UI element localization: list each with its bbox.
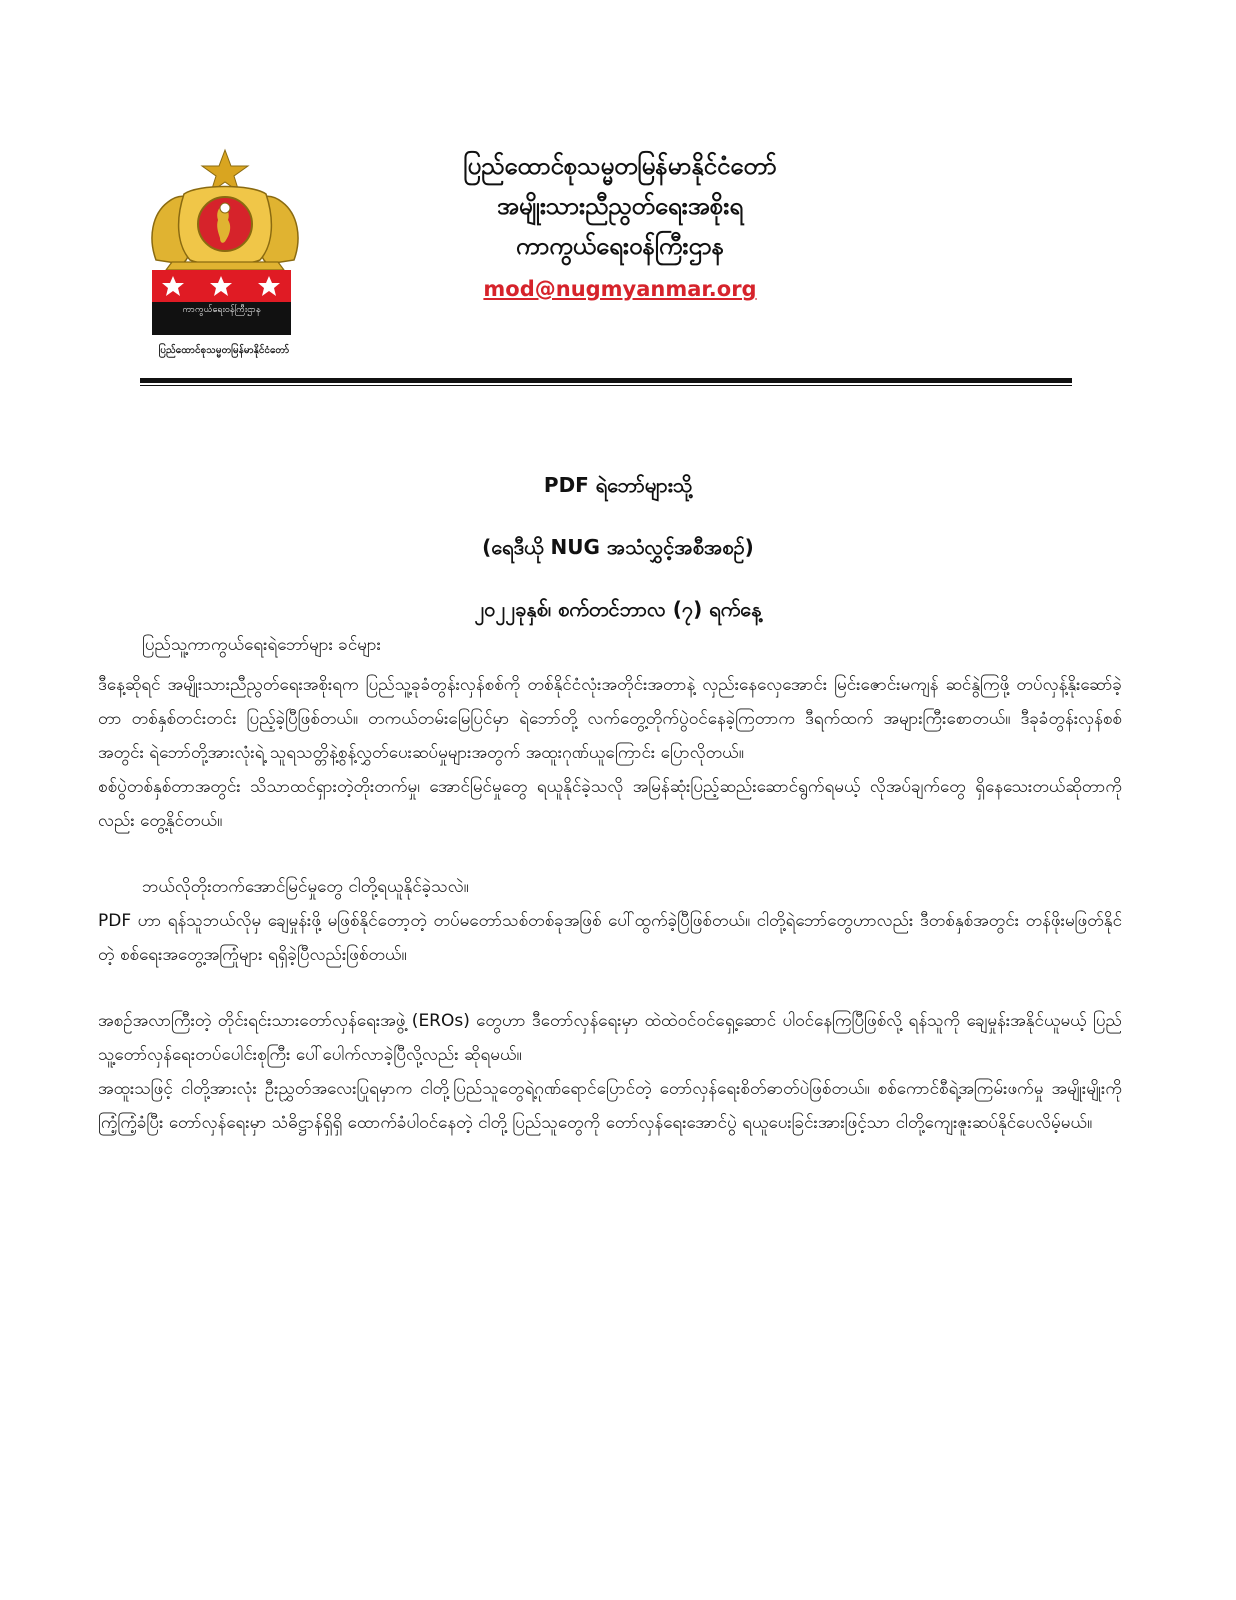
title-program: (ရေဒီယို NUG အသံလွှင့်အစီအစဉ်) (482, 535, 754, 559)
emblem-star-icon (202, 150, 248, 192)
question-line: ဘယ်လိုတိုးတက်အောင်မြင်မှုတွေ ငါတို့ရယူနိုင်ခဲ့သလဲ။ (142, 877, 469, 897)
emblem-banner-text: ကာကွယ်ရေးဝန်ကြီးဌာန (182, 305, 261, 315)
title-date: ၂၀၂၂ခုနှစ်၊ စက်တင်ဘာလ (၇) ရက်နေ့ (474, 597, 762, 621)
title-addressee: PDF ရဲဘော်များသို့ (543, 473, 693, 497)
nug-name: အမျိုးသားညီညွတ်ရေးအစိုးရ (496, 192, 744, 220)
email-link[interactable]: mod@nugmyanmar.org (483, 277, 757, 301)
paragraph-3: PDF ဟာ ရန်သူဘယ်လိုမှ ချေမှုန်းဖို့ မဖြစ်နိုင်တော့တဲ့ တပ်မတော်သစ်တစ်ခုအဖြစ် ပေါ်ထွက်ခဲ့ပြီဖြစ်တယ်။ ငါတို့ရဲဘော်တွေဟာလည်း ဒီတစ်နှစ်အတွင်း တန်ဖိုးမဖြတ်နိုင်တဲ့ စစ်ရေးအတွေ့အကြုံများ ရရှိခဲ့ပြီလည်းဖြစ်တယ်။ (98, 911, 1122, 965)
ministry-emblem (138, 148, 312, 360)
paragraph-5: အထူးသဖြင့် ငါတို့အားလုံး ဦးညွှတ်အလေးပြုရမှာက ငါတို့ပြည်သူတွေရဲ့ဂုဏ်ရောင်ပြောင်တဲ့ တော်လှန်ရေးစိတ်ဓာတ်ပဲဖြစ်တယ်။ စစ်ကောင်စီရဲ့အကြမ်းဖက်မှု အမျိုးမျိုးကို ကြံ့ကြံ့ခံပြီး တော်လှန်ရေးမှာ သံဓိဋ္ဌာန်ရှိရှိ ထောက်ခံပါဝင်နေတဲ့ ငါတို့ ပြည်သူတွေကို တော်လှန်ရေးအောင်ပွဲ ရယူပေးခြင်းအားဖြင့်သာ ငါတို့ကျေးဇူးဆပ်နိုင်ပေလိမ့်မယ်။ (98, 1079, 1122, 1133)
ministry-name: ကာကွယ်ရေးဝန်ကြီးဌာန (515, 232, 725, 260)
paragraph-2: စစ်ပွဲတစ်နှစ်တာအတွင်း သိသာထင်ရှားတဲ့တိုးတက်မှု၊ အောင်မြင်မှုတွေ ရယူနိုင်ခဲ့သလို အမြန်ဆုံးပြည့်ဆည်းဆောင်ရွက်ရမယ့် လိုအပ်ချက်တွေ ရှိနေသေးတယ်ဆိုတာကိုလည်း တွေ့နိုင်တယ်။ (98, 777, 1122, 831)
statement-title (200, 454, 1036, 640)
header-divider (140, 378, 1072, 383)
government-name: ပြည်ထောင်စုသမ္မတမြန်မာနိုင်ငံတော် (463, 152, 777, 180)
emblem-graphic (138, 148, 312, 360)
header-divider-thin (140, 385, 1072, 386)
emblem-caption: ပြည်ထောင်စုသမ္မတမြန်မာနိုင်ငံတော် (158, 345, 290, 356)
paragraph-4: အစဉ်အလာကြီးတဲ့ တိုင်းရင်းသားတော်လှန်ရေးအဖွဲ့ (EROs) တွေဟာ ဒီတော်လှန်ရေးမှာ ထဲထဲဝင်ဝင်ရှေ့ဆောင် ပါဝင်နေကြပြီဖြစ်လို့ ရန်သူကို ချေမှုန်းအနိုင်ယူမယ့် ပြည်သူ့တော်လှန်ရေးတပ်ပေါင်းစုကြီး ပေါ်ပေါက်လာခဲ့ပြီလို့လည်း ဆိုရမယ်။ (98, 1011, 1122, 1065)
salutation: ပြည်သူ့ကာကွယ်ရေးရဲဘော်များ ခင်များ (142, 635, 381, 655)
letterhead-text (330, 146, 910, 310)
paragraph-1: ဒီနေ့ဆိုရင် အမျိုးသားညီညွတ်ရေးအစိုးရက ပြည်သူ့ခုခံတွန်းလှန်စစ်ကို တစ်နိုင်ငံလုံးအတိုင်းအတာနဲ့ လှည်းနေလှေအောင်း မြင်းဇောင်းမကျန် ဆင်နွဲကြဖို့ တပ်လှန့်နိုးဆော်ခဲ့တာ တစ်နှစ်တင်းတင်း ပြည့်ခဲ့ပြီဖြစ်တယ်။ တကယ်တမ်းမြေပြင်မှာ ရဲဘော်တို့ လက်တွေ့တိုက်ပွဲဝင်နေခဲ့ကြတာက ဒီရက်ထက် အများကြီးစောတယ်။ ဒီခုခံတွန်းလှန်စစ်အတွင်း ရဲဘော်တို့အားလုံးရဲ့ သူရသတ္တိနဲ့စွန့်လွှတ်ပေးဆပ်မှုများအတွက် အထူးဂုဏ်ယူကြောင်း ပြောလိုတယ်။ (98, 675, 1122, 763)
statement-body (98, 628, 1122, 1140)
